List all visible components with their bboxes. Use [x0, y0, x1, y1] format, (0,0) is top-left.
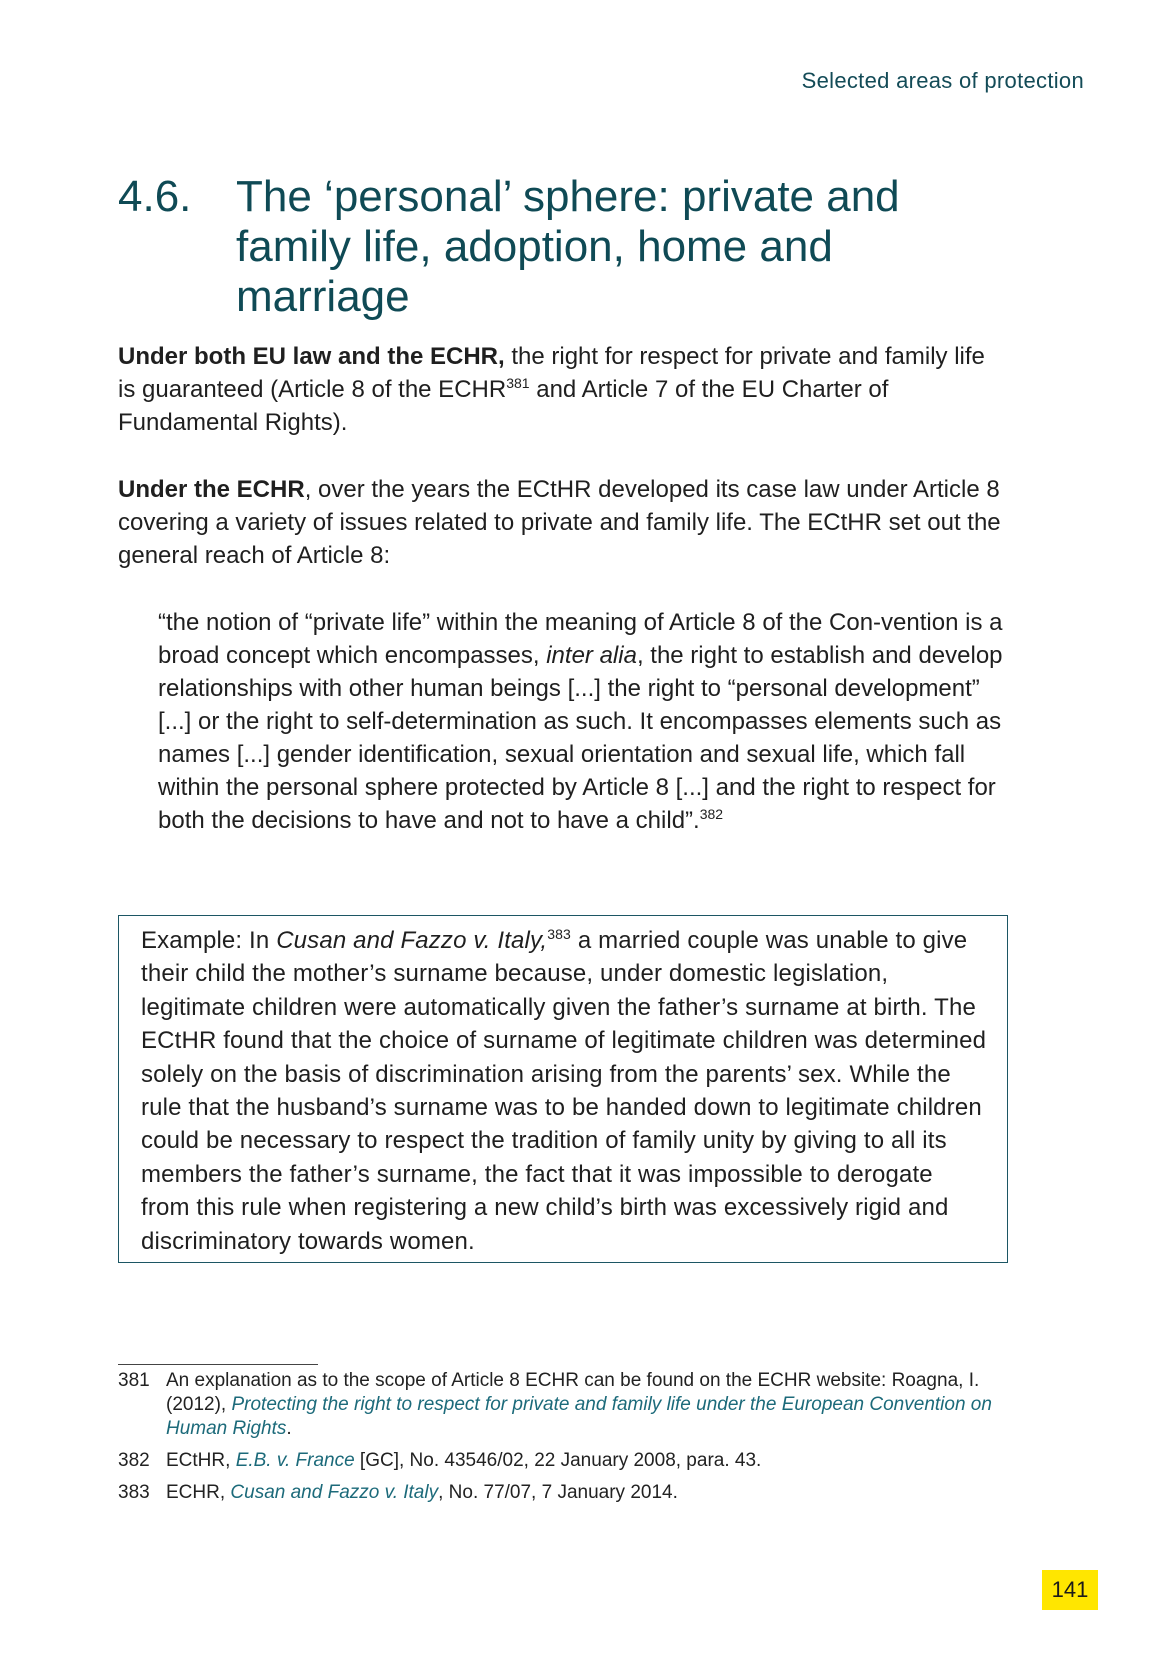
footnote-number: 382 [118, 1450, 150, 1471]
quote-text: “the notion of “private life” within the meaning of Article 8 of the Con-vention is a broad concept which encompasses, [158, 609, 1003, 669]
section-heading [118, 172, 1018, 322]
footnote-divider [118, 1364, 318, 1365]
footnote-link[interactable]: E.B. v. France [235, 1450, 355, 1471]
paragraph-lead-bold: Under the ECHR [118, 476, 305, 503]
footnote-number: 381 [118, 1370, 150, 1391]
footnote-382 [118, 1449, 1018, 1473]
quote-text: , the right to establish and develop relationships with other human beings [...] the right to “personal development” [...] or the right to self-determination as such. It encompasses elements such as names [...] gender identification, sexual orientation and sexual life, which fall within the personal sphere protected by Article 8 [...] and the right to respect for both the decisions to have and not to have a child”. [158, 642, 1003, 834]
footnote-text-part: [GC], No. 43546/02, 22 January 2008, para. 43. [354, 1450, 762, 1471]
paragraph-text: , over the years the ECtHR developed its case law under Article 8 covering a variety of issues related to private and family life. The ECtHR set out the general reach of Article 8: [118, 476, 1001, 569]
footnote-text-part: , No. 77/07, 7 January 2014. [438, 1482, 678, 1503]
quote-italic: inter alia [546, 642, 637, 669]
example-lead: Example: In [141, 927, 277, 954]
footnote-ref-382[interactable]: 382 [699, 806, 724, 822]
footnote-number: 383 [118, 1482, 150, 1503]
page-number: 141 [1042, 1570, 1098, 1610]
footnote-text-part: ECHR, [166, 1482, 231, 1503]
footnote-text-part: ECtHR, [166, 1450, 236, 1471]
footnote-ref-381[interactable]: 381 [506, 375, 530, 391]
paragraph-echr [118, 473, 1008, 572]
paragraph-text: and Article 7 of the EU Charter of Fundamental Rights). [118, 376, 889, 436]
footnote-link[interactable]: Cusan and Fazzo v. Italy [230, 1482, 439, 1503]
footnotes [118, 1369, 1018, 1513]
footnote-link[interactable]: Protecting the right to respect for private and family life under the European Convention on Human Rights [166, 1394, 992, 1439]
footnote-text [166, 1449, 1018, 1473]
paragraph-lead-bold: Under both EU law and the ECHR, [118, 343, 505, 370]
footnote-ref-383[interactable]: 383 [547, 926, 571, 942]
footnote-text-part: . [286, 1418, 292, 1439]
block-quote [158, 606, 1008, 837]
example-box [118, 915, 1008, 1263]
footnote-383 [118, 1481, 1018, 1505]
footnote-text-part: An explanation as to the scope of Article 8 ECHR can be found on the ECHR website: Roagna, I. (2012), [166, 1370, 980, 1415]
footnote-text [166, 1369, 1018, 1441]
footnote-text [166, 1481, 1018, 1505]
example-text: a married couple was unable to give their child the mother’s surname because, under domestic legislation, legitimate children were automatically given the father’s surname at birth. The ECtHR found that the choice of surname of legitimate children was determined solely on the basis of discrimination arising from the parents’ sex. While the rule that the husband’s surname was to be handed down to legitimate children could be necessary to respect the tradition of family unity by giving to all its members the father’s surname, the fact that it was impossible to derogate from this rule when registering a new child’s birth was excessively rigid and discriminatory towards women. [141, 927, 987, 1255]
paragraph-text: the right for respect for private and family life is guaranteed (Article 8 of the ECHR [118, 343, 985, 403]
section-title: The ‘personal’ sphere: private and family life, adoption, home and marriage [236, 172, 900, 321]
example-case-name: Cusan and Fazzo v. Italy, [276, 927, 548, 954]
paragraph-eu-echr [118, 340, 1008, 439]
running-head: Selected areas of protection [801, 68, 1084, 93]
section-number: 4.6. [118, 172, 192, 221]
footnote-381 [118, 1369, 1018, 1441]
